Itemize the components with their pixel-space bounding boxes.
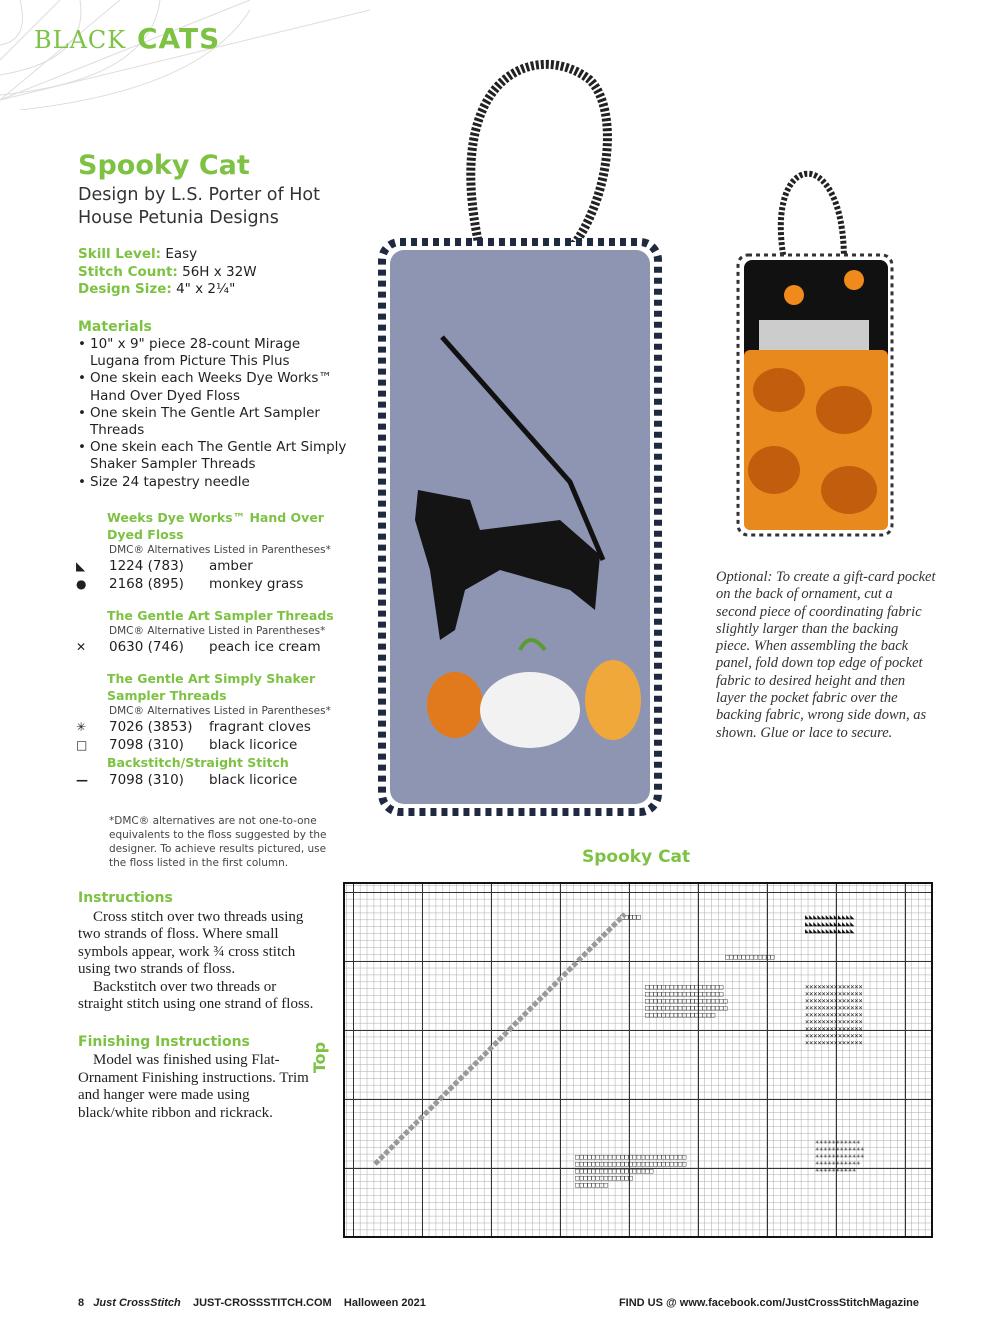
gift-card-caption: Optional: To create a gift-card pocket on the back of ornament, cut a second piece of coordinating fabric slightly larger than the backing piece. When assembling the back panel, fold down top edge of pocket fabric to desired height and then layer the pocket fabric over the backing fabric, wrong side down, as shown. Glue or lace to secure. (716, 569, 936, 741)
list-item: • One skein each The Gentle Art Simply Shaker Sampler Threads (78, 439, 348, 473)
list-item: • Size 24 tapestry needle (78, 474, 348, 491)
chart-symbols: □□□□□□□□□□□□□□□□□□□□□□□□□□□ □□□□□□□□□□□□□□□□□□□□□□□□□□□ □□□□□□□□□□□□□□□□□□□ □□□□□□□□□□□□□□ □□□□□□□□ (575, 1153, 687, 1189)
chart-symbols: □□□□□□□□□□□□ (725, 953, 775, 961)
footer-left: 8 Just CrossStitch JUST-CROSSSTITCH.COM Halloween 2021 (78, 1297, 426, 1309)
dmc-note: *DMC® alternatives are not one-to-one equivalents to the floss suggested by the designer. To achieve results pictured, use the floss listed in the first column. (109, 815, 327, 869)
legend-row: — 7098 (310) black licorice (76, 772, 298, 788)
backstitch-line (345, 884, 930, 1234)
legend-row: ◣ 1224 (783) amber (76, 558, 253, 574)
project-title: Spooky Cat (78, 150, 250, 181)
ornament-photo (370, 50, 670, 820)
chart-symbols: □□□□□□□□□□□□□□□□□□□ □□□□□□□□□□□□□□□□□□□ □□□□□□□□□□□□□□□□□□□□ □□□□□□□□□□□□□□□□□□□□ □□□□□□□□□□□□□□□□□ (645, 983, 728, 1019)
cross-stitch-chart (343, 882, 933, 1238)
list-item: • One skein each Weeks Dye Works™ Hand Over Dyed Floss (78, 370, 348, 404)
legend-row: ✳ 7026 (3853) fragrant cloves (76, 719, 311, 735)
spiderweb-decoration (0, 0, 380, 110)
list-item: • One skein The Gentle Art Sampler Threads (78, 405, 348, 439)
list-item: • 10" x 9" piece 28-count Mirage Lugana from Picture This Plus (78, 336, 348, 370)
chart-symbols: □□□□□ (620, 913, 641, 921)
chart-symbols: ×××××××××××××× ×××××××××××××× ×××××××××××××× ×××××××××××××× ×××××××××××××× ×××××××××××××× ×××××××××××××× ×××××××××××××× ×××××××××××××× (805, 983, 863, 1047)
gift-card-pocket-photo (734, 150, 899, 540)
legend-row: ● 2168 (895) monkey grass (76, 576, 304, 592)
chart-symbols: ◣◣◣◣◣◣◣◣◣◣◣◣ ◣◣◣◣◣◣◣◣◣◣◣◣ ◣◣◣◣◣◣◣◣◣◣◣◣ (805, 913, 855, 935)
chart-top-label: Top (310, 1041, 330, 1074)
chart-symbols: ✳✳✳✳✳✳✳✳✳✳✳ ✳✳✳✳✳✳✳✳✳✳✳✳ ✳✳✳✳✳✳✳✳✳✳✳✳ ✳✳✳✳✳✳✳✳✳✳✳ ✳✳✳✳✳✳✳✳✳✳ (815, 1138, 865, 1174)
legend-row: □ 7098 (310) black licorice (76, 737, 298, 753)
materials-list (78, 336, 348, 491)
legend-row: ✕ 0630 (746) peach ice cream (76, 639, 321, 655)
chart-title: Spooky Cat (582, 847, 691, 867)
project-specs: Skill Level: Easy Stitch Count: 56H x 32W Design Size: 4" x 2¼" (78, 246, 257, 297)
designer-credit: Design by L.S. Porter of Hot House Petunia Designs (78, 185, 320, 228)
materials-heading: Materials (78, 319, 152, 335)
section-logo: BLACK CATS (34, 22, 221, 55)
floss-legend: Weeks Dye Works™ Hand Over Dyed Floss DMC® Alternatives Listed in Parentheses* ◣ 1224 (783) amber ● 2168 (895) monkey grass The Gentle Art Sampler Threads DMC® Alternative Listed in Parentheses* ✕ 0630 (746) peach ice cream The Gentle Art Simply Shaker Sampler Threads DMC® Alternatives Listed in Parentheses* ✳ 7026 (3853) fragrant cloves □ 7098 (310) black licorice Backstitch/Straight Stitch — 7098 (310) black licorice (76, 509, 346, 789)
footer-right: FIND US @ www.facebook.com/JustCrossStitchMagazine (618, 1297, 919, 1309)
instructions: Instructions Cross stitch over two threads using two strands of floss. Where small symbols appear, work ¾ cross stitch using two strands of floss. Backstitch over two threads or straight stitch using one strand of floss. Finishing Instructions Model was finished using Flat-Ornament Finishing instructions. Trim and hanger were made using black/white ribbon and rickrack. (78, 890, 314, 1121)
